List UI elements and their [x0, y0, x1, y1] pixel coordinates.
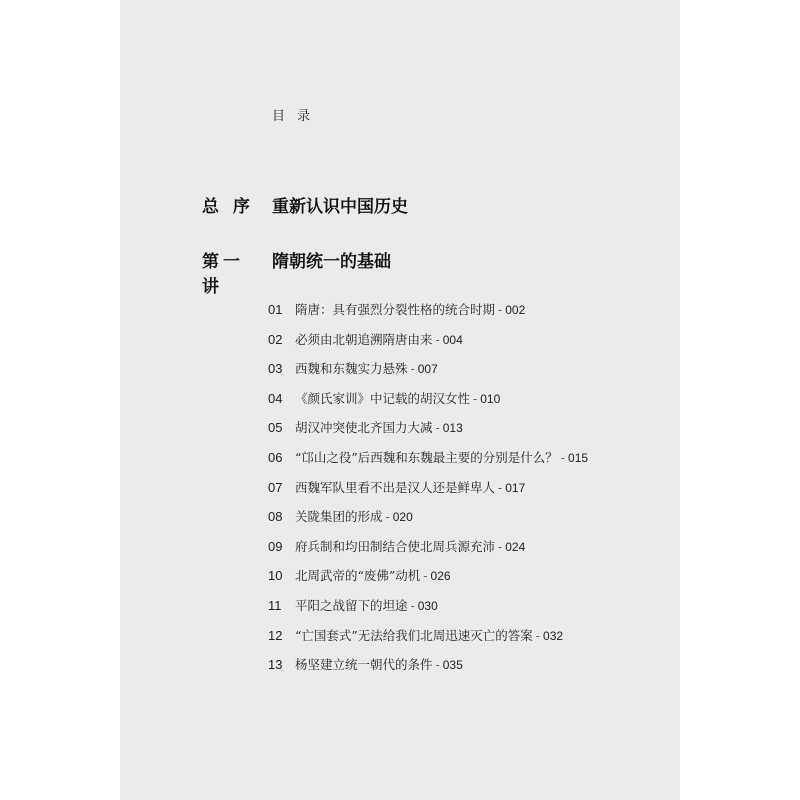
- section-label: 第一讲: [202, 252, 244, 297]
- entry-separator: -: [560, 449, 566, 465]
- entry-title: 北周武帝的“废佛”动机: [295, 568, 421, 584]
- entry-number: 03: [268, 361, 283, 377]
- entry-separator: -: [498, 538, 503, 554]
- entry-number: 02: [268, 331, 283, 347]
- entry-separator: -: [535, 627, 541, 643]
- entry-title: 必须由北朝追溯隋唐由来: [295, 331, 433, 347]
- entry-page-number: 024: [505, 539, 526, 554]
- entry-separator: -: [435, 420, 440, 436]
- entry-number: 01: [268, 302, 283, 317]
- entry-number: 08: [268, 509, 283, 525]
- entry-page-number: 030: [417, 598, 438, 613]
- toc-entry[interactable]: [268, 566, 668, 596]
- toc-heading: 目 录: [272, 109, 315, 124]
- toc-entry[interactable]: [268, 655, 668, 685]
- entry-separator: -: [498, 302, 503, 317]
- toc-entry[interactable]: [268, 448, 668, 478]
- toc-entry[interactable]: [268, 330, 668, 360]
- entry-number: 09: [268, 538, 283, 554]
- entry-title: “邙山之役”后西魏和东魏最主要的分别是什么？: [295, 449, 558, 465]
- toc-entry[interactable]: [268, 596, 668, 626]
- entry-title: 西魏和东魏实力悬殊: [295, 361, 408, 377]
- entry-number: 11: [268, 597, 282, 613]
- entry-page-number: 035: [442, 658, 463, 673]
- toc-entry-list: [268, 300, 668, 685]
- entry-title: 杨坚建立统一朝代的条件: [295, 657, 433, 673]
- entry-title: 《颜氏家训》中记载的胡汉女性: [295, 390, 471, 406]
- entry-separator: -: [498, 479, 503, 495]
- entry-page-number: 002: [505, 303, 526, 317]
- entry-separator: -: [410, 361, 415, 377]
- entry-separator: -: [385, 509, 390, 525]
- entry-title: “亡国套式”无法给我们北周迅速灭亡的答案: [295, 627, 533, 643]
- entry-page-number: 017: [505, 480, 526, 495]
- toc-entry[interactable]: [268, 418, 668, 448]
- entry-title: 隋唐：具有强烈分裂性格的统合时期: [295, 302, 496, 317]
- entry-page-number: 004: [442, 332, 463, 347]
- entry-separator: -: [435, 331, 440, 347]
- toc-entry[interactable]: [268, 537, 668, 567]
- entry-number: 12: [268, 627, 283, 643]
- entry-separator: -: [473, 390, 478, 406]
- section-lecture-1: [202, 247, 391, 297]
- entry-page-number: 032: [543, 628, 564, 643]
- toc-entry[interactable]: [268, 300, 668, 330]
- entry-page-number: 015: [568, 450, 589, 465]
- entry-page-number: 010: [480, 391, 501, 406]
- toc-entry[interactable]: [268, 359, 668, 389]
- entry-number: 05: [268, 420, 283, 436]
- section-title: 重新认识中国历史: [272, 197, 408, 217]
- entry-title: 西魏军队里看不出是汉人还是鲜卑人: [295, 479, 496, 495]
- entry-separator: -: [410, 597, 415, 613]
- entry-title: 关陇集团的形成: [295, 509, 383, 525]
- entry-number: 04: [268, 390, 283, 406]
- section-title: 隋朝统一的基础: [272, 252, 391, 272]
- entry-number: 13: [268, 657, 283, 673]
- section-preface: [202, 192, 408, 217]
- entry-title: 府兵制和均田制结合使北周兵源充沛: [295, 538, 496, 554]
- entry-separator: -: [423, 568, 428, 584]
- entry-title: 胡汉冲突使北齐国力大减: [295, 420, 433, 436]
- toc-entry[interactable]: [268, 507, 668, 537]
- entry-page-number: 026: [430, 569, 451, 584]
- entry-number: 07: [268, 479, 283, 495]
- toc-entry[interactable]: [268, 389, 668, 419]
- section-label: 总 序: [202, 197, 254, 217]
- entry-page-number: 013: [442, 421, 463, 436]
- toc-entry[interactable]: [268, 626, 668, 656]
- entry-separator: -: [435, 657, 440, 673]
- entry-number: 10: [268, 568, 283, 584]
- entry-title: 平阳之战留下的坦途: [295, 597, 408, 613]
- entry-number: 06: [268, 449, 283, 465]
- entry-page-number: 020: [392, 510, 413, 525]
- toc-entry[interactable]: [268, 478, 668, 508]
- entry-page-number: 007: [417, 362, 438, 377]
